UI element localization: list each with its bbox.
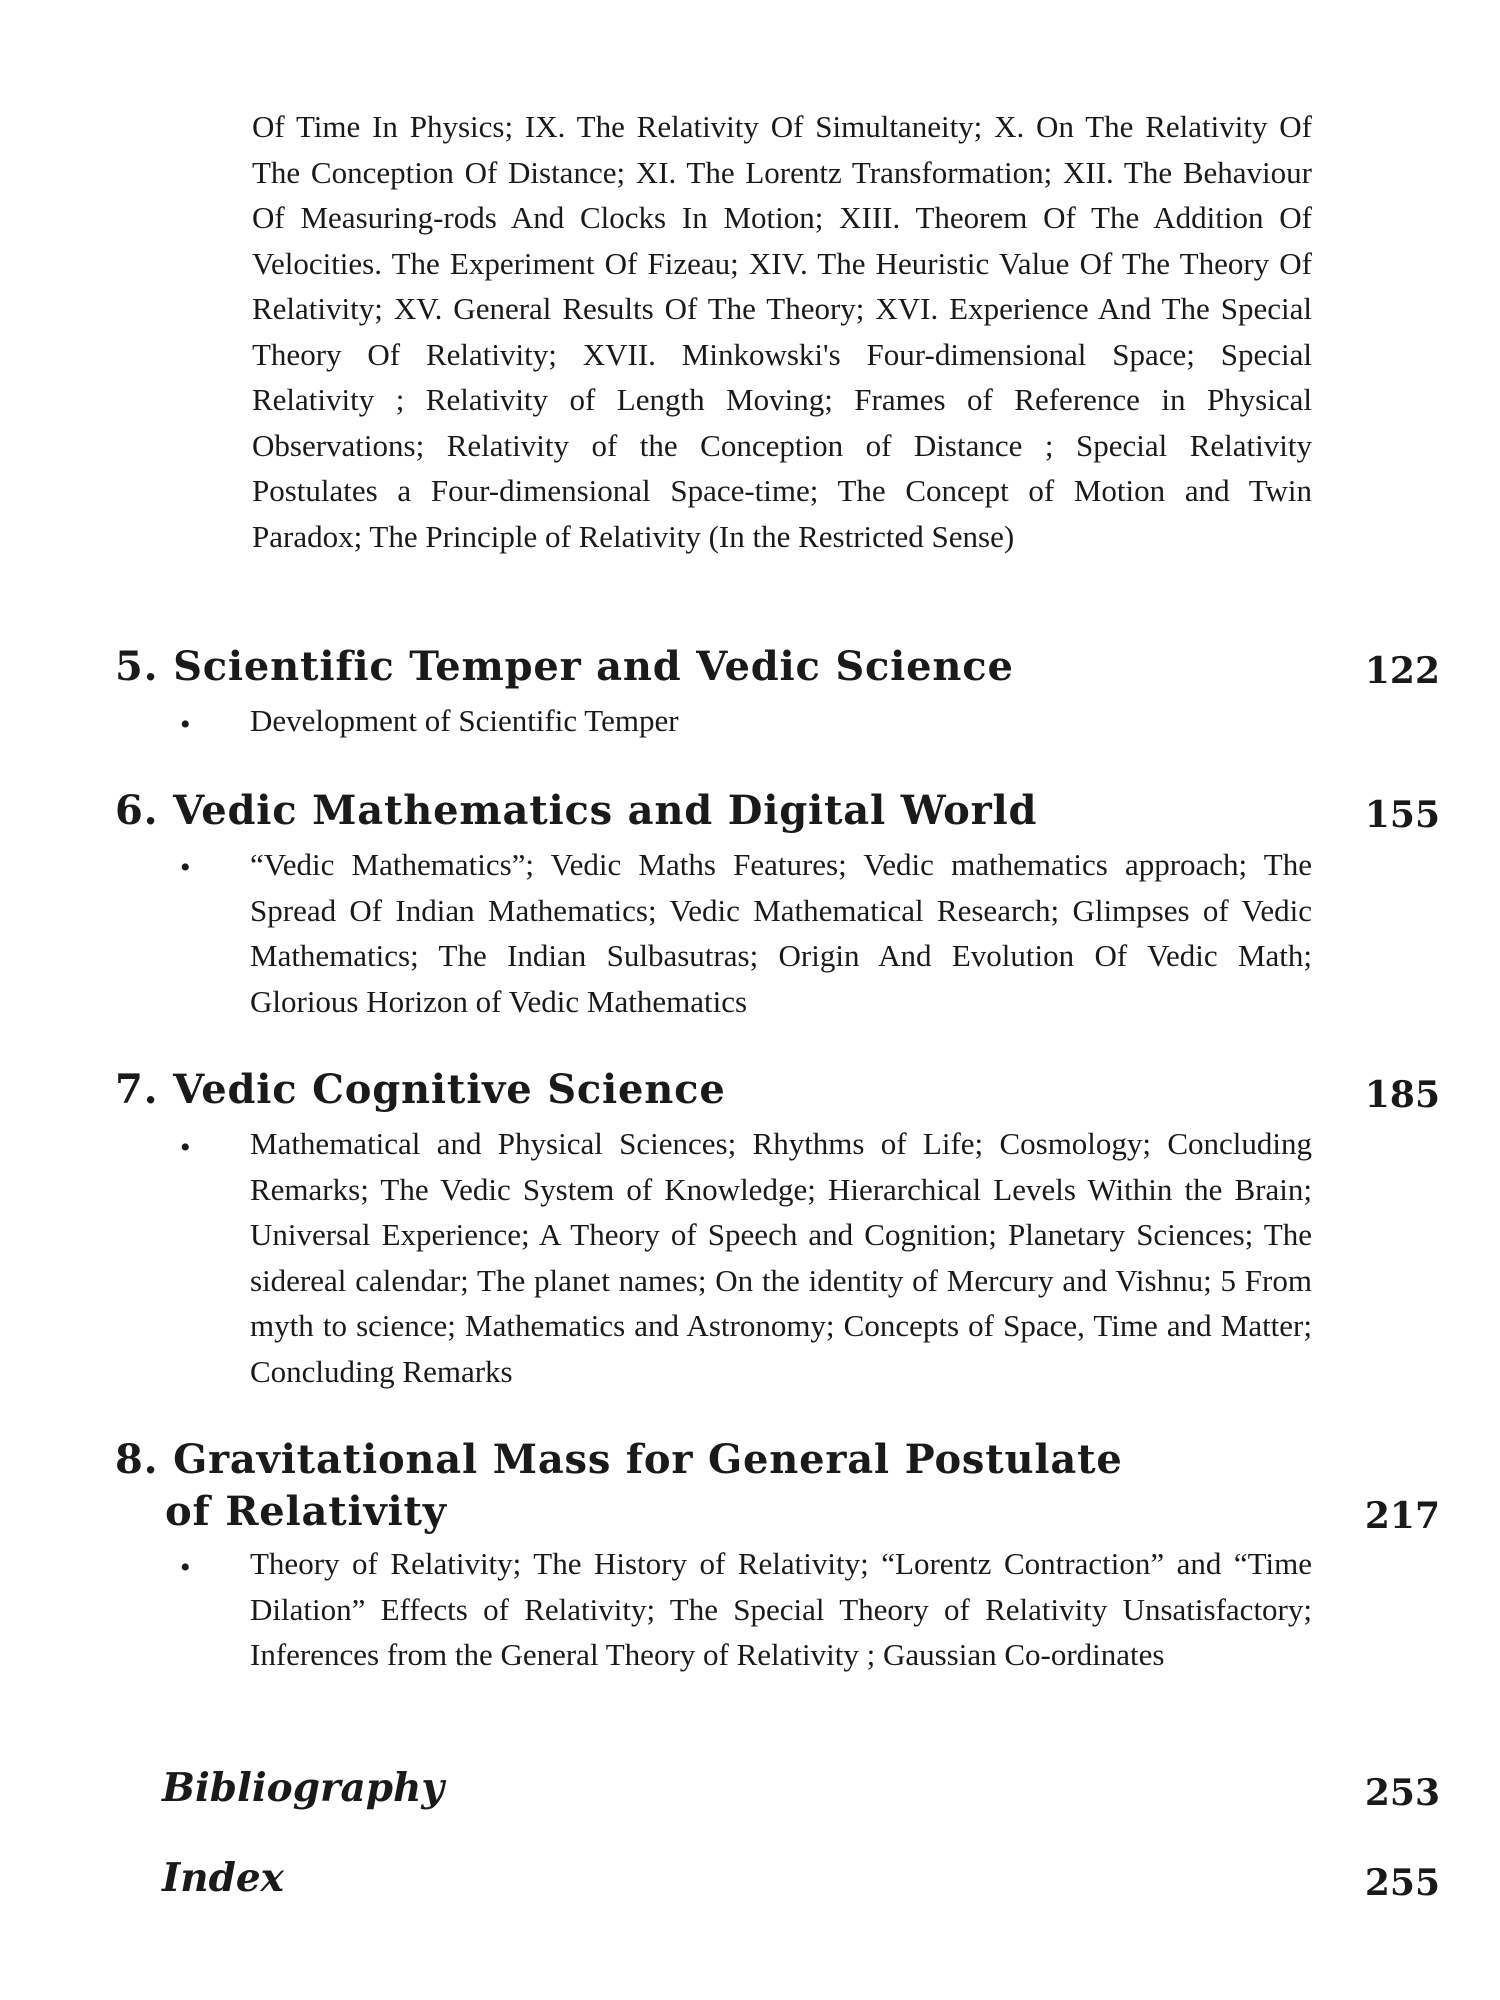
chapter-7-bullet-icon: • <box>180 1131 191 1164</box>
chapter-7-page-number: 185 <box>1364 1074 1440 1116</box>
chapter-8-number: 8. <box>115 1436 159 1483</box>
chapter-6-topics: “Vedic Mathematics”; Vedic Maths Features; Vedic mathematics approach; The Spread Of Indian Mathematics; Vedic Mathematical Research; Glimpses of Vedic Mathematics; The Indian Sulbasutras; Origin And Evolution Of Vedic Math; Glorious Horizon of Vedic Mathematics <box>250 847 1312 1019</box>
bibliography-label: Bibliography <box>162 1765 445 1811</box>
chapter-8-heading <box>115 1436 1123 1483</box>
chapter-5-page-number: 122 <box>1364 650 1440 692</box>
chapter-6-heading <box>115 787 1037 834</box>
chapter-7-title: Vedic Cognitive Science <box>173 1066 726 1113</box>
chapter-5-title: Scientific Temper and Vedic Science <box>173 643 1014 690</box>
chapter-6-page-number: 155 <box>1364 794 1440 836</box>
chapter-5-heading <box>115 643 1014 690</box>
chapter-6-title: Vedic Mathematics and Digital World <box>173 787 1038 834</box>
chapter-8-title-line-2: of Relativity <box>165 1488 447 1535</box>
chapter-8-title-line-1: Gravitational Mass for General Postulate <box>173 1436 1123 1483</box>
chapter-8-topics: Theory of Relativity; The History of Relativity; “Lorentz Contraction” and “Time Dilation” Effects of Relativity; The Special Theory of Relativity Unsatisfactory; Inferences from the General Theory of Relativity ; Gaussian Co-ordinates <box>250 1546 1312 1672</box>
chapter-7-heading <box>115 1066 726 1113</box>
chapter-7-number: 7. <box>115 1066 159 1113</box>
chapter-5-topics: Development of Scientific Temper <box>250 703 679 738</box>
chapter-7-topics: Mathematical and Physical Sciences; Rhythms of Life; Cosmology; Concluding Remarks; The Vedic System of Knowledge; Hierarchical Levels Within the Brain; Universal Experience; A Theory of Speech and Cognition; Planetary Sciences; The sidereal calendar; The planet names; On the identity of Mercury and Vishnu; 5 From myth to science; Mathematics and Astronomy; Concepts of Space, Time and Matter; Concluding Remarks <box>250 1126 1312 1389</box>
bibliography-page-number: 253 <box>1364 1772 1440 1814</box>
chapter-6-bullet-icon: • <box>180 851 191 884</box>
chapter-8-bullet-icon: • <box>180 1551 191 1584</box>
index-page-number: 255 <box>1364 1862 1440 1904</box>
chapter-6-number: 6. <box>115 787 159 834</box>
chapter-8-page-number: 217 <box>1364 1495 1440 1537</box>
chapter-5-number: 5. <box>115 643 159 690</box>
chapter-4-topics-continued: Of Time In Physics; IX. The Relativity Of Simultaneity; X. On The Relativity Of The Conception Of Distance; XI. The Lorentz Transformation; XII. The Behaviour Of Measuring-rods And Clocks In Motion; XIII. Theorem Of The Addition Of Velocities. The Experiment Of Fizeau; XIV. The Heuristic Value Of The Theory Of Relativity; XV. General Results Of The Theory; XVI. Experience And The Special Theory Of Relativity; XVII. Minkowski's Four-dimensional Space; Special Relativity ; Relativity of Length Moving; Frames of Reference in Physical Observations; Relativity of the Conception of Distance ; Special Relativity Postulates a Four-dimensional Space-time; The Concept of Motion and Twin Paradox; The Principle of Relativity (In the Restricted Sense) <box>252 109 1312 554</box>
chapter-5-bullet-icon: • <box>180 708 191 741</box>
index-label: Index <box>162 1855 284 1901</box>
